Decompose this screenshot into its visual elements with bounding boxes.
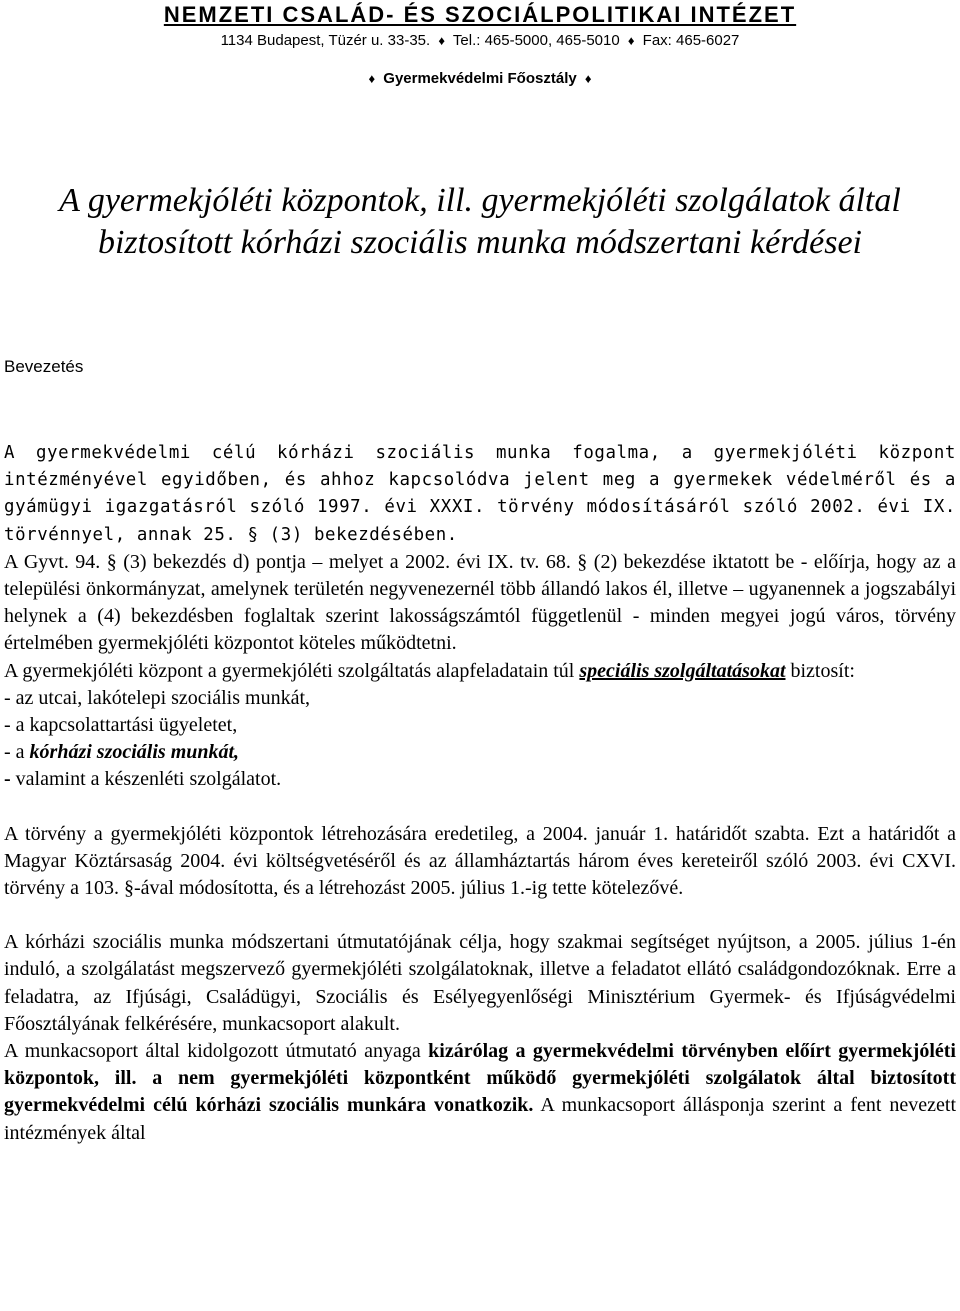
diamond-bullet-icon: ♦: [368, 71, 376, 86]
service-list: [4, 685, 956, 794]
document-title: [0, 180, 960, 264]
paragraph-6-bold: kizárólag a gyermekvédelmi törvényben előírt gyermekjóléti központok, ill. a nem gyermekjóléti központként működő gyermekjóléti szolgálatok által biztosított gyermekvédelmi célú kórházi szociális munkára vonatkozik.: [4, 1040, 956, 1117]
paragraph-6: [4, 1038, 956, 1147]
paragraph-3: [4, 658, 956, 685]
department-line: [0, 70, 960, 87]
paragraph-5: A kórházi szociális munka módszertani útmutatójának célja, hogy szakmai segítséget nyújtson, a 2005. július 1-én induló, a szolgálatást megszervező gyermekjóléti szolgálatoknak, illetve a feladatot ellátó családgondozóknak. Erre a feladatra, az Ifjúsági, Családügyi, Szociális és Esélyegyenlőségi Minisztérium Gyermek- és Ifjúságvédelmi Főosztályának felkérésére, munkacsoport alakult.: [4, 931, 956, 1035]
body-text: [4, 440, 956, 1147]
department: Gyermekvédelmi Főosztály: [383, 70, 577, 87]
paragraph-3-rest: biztosít:: [790, 659, 855, 682]
address: 1134 Budapest, Tüzér u. 33-35.: [220, 32, 431, 49]
list-item-prefix: -: [4, 768, 11, 791]
paragraph-3-emphasis: speciális szolgáltatásokat: [579, 659, 786, 682]
list-item: [4, 766, 956, 793]
fax: Fax: 465-6027: [642, 32, 740, 49]
paragraph-6-intro: A munkacsoport által kidolgozott útmutató anyaga: [4, 1040, 421, 1063]
paragraph-1: A gyermekvédelmi célú kórházi szociális munka fogalma, a gyermekjóléti központ intézményével egyidőben, és ahhoz kapcsolódva jelent meg a gyermekek védelméről és a gyámügyi igazgatásról szóló 1997. évi XXXI. törvény módosításáról szóló 2002. évi IX. törvénnyel, annak 25. § (3) bekezdésében.: [4, 443, 956, 545]
list-item: - az utcai, lakótelepi szociális munkát,: [4, 686, 310, 709]
list-item-prefix: - a: [4, 741, 25, 764]
paragraph-4: A törvény a gyermekjóléti központok létrehozására eredetileg, a 2004. január 1. határidőt szabta. Ezt a határidőt a Magyar Köztársaság 2004. évi költségvetéséről és az államháztartás három éves kereteiről szóló 2003. évi CXVI. törvény a 103. §-ával módosította, és a létrehozást 2005. július 1.-ig tette kötelezővé.: [4, 822, 956, 900]
section-heading: Bevezetés: [4, 357, 84, 376]
paragraph-6-rest: A munkacsoport állásponja szerint a fent nevezett intézmények által: [4, 1094, 956, 1144]
diamond-bullet-icon: ♦: [438, 33, 445, 48]
paragraph-2: A Gyvt. 94. § (3) bekezdés d) pontja – melyet a 2002. évi IX. tv. 68. § (2) bekezdése iktatott be - előírja, hogy az a települési önkormányzat, amelynek területén negyvenezernél több állandó lakos él, illetve – ugyanennek a jogszabályi helynek a (4) bekezdésben foglaltak szerint lakosságszámtól függetlenül - minden megyei jogú város, törvény értelmében gyermekjóléti központot köteles működtetni.: [4, 550, 956, 655]
institute-name: NEMZETI CSALÁD- ÉS SZOCIÁLPOLITIKAI INTÉZET: [163, 2, 797, 27]
list-item: [4, 739, 956, 766]
diamond-bullet-icon: ♦: [584, 71, 592, 86]
contact-line: [0, 32, 960, 49]
paragraph-3-intro: A gyermekjóléti központ a gyermekjóléti szolgáltatás alapfeladatain túl: [4, 659, 575, 682]
diamond-bullet-icon: ♦: [627, 33, 635, 48]
title-line-1: A gyermekjóléti központok, ill. gyermekjóléti szolgálatok által: [59, 182, 901, 219]
list-item-emphasis: kórházi szociális munkát,: [29, 741, 240, 764]
title-line-2: biztosított kórházi szociális munka módszertani kérdései: [97, 224, 863, 261]
list-item: - a kapcsolattartási ügyeletet,: [4, 714, 238, 737]
list-item-text: valamint a készenléti szolgálatot.: [15, 768, 282, 791]
phone: Tel.: 465-5000, 465-5010: [452, 32, 620, 49]
